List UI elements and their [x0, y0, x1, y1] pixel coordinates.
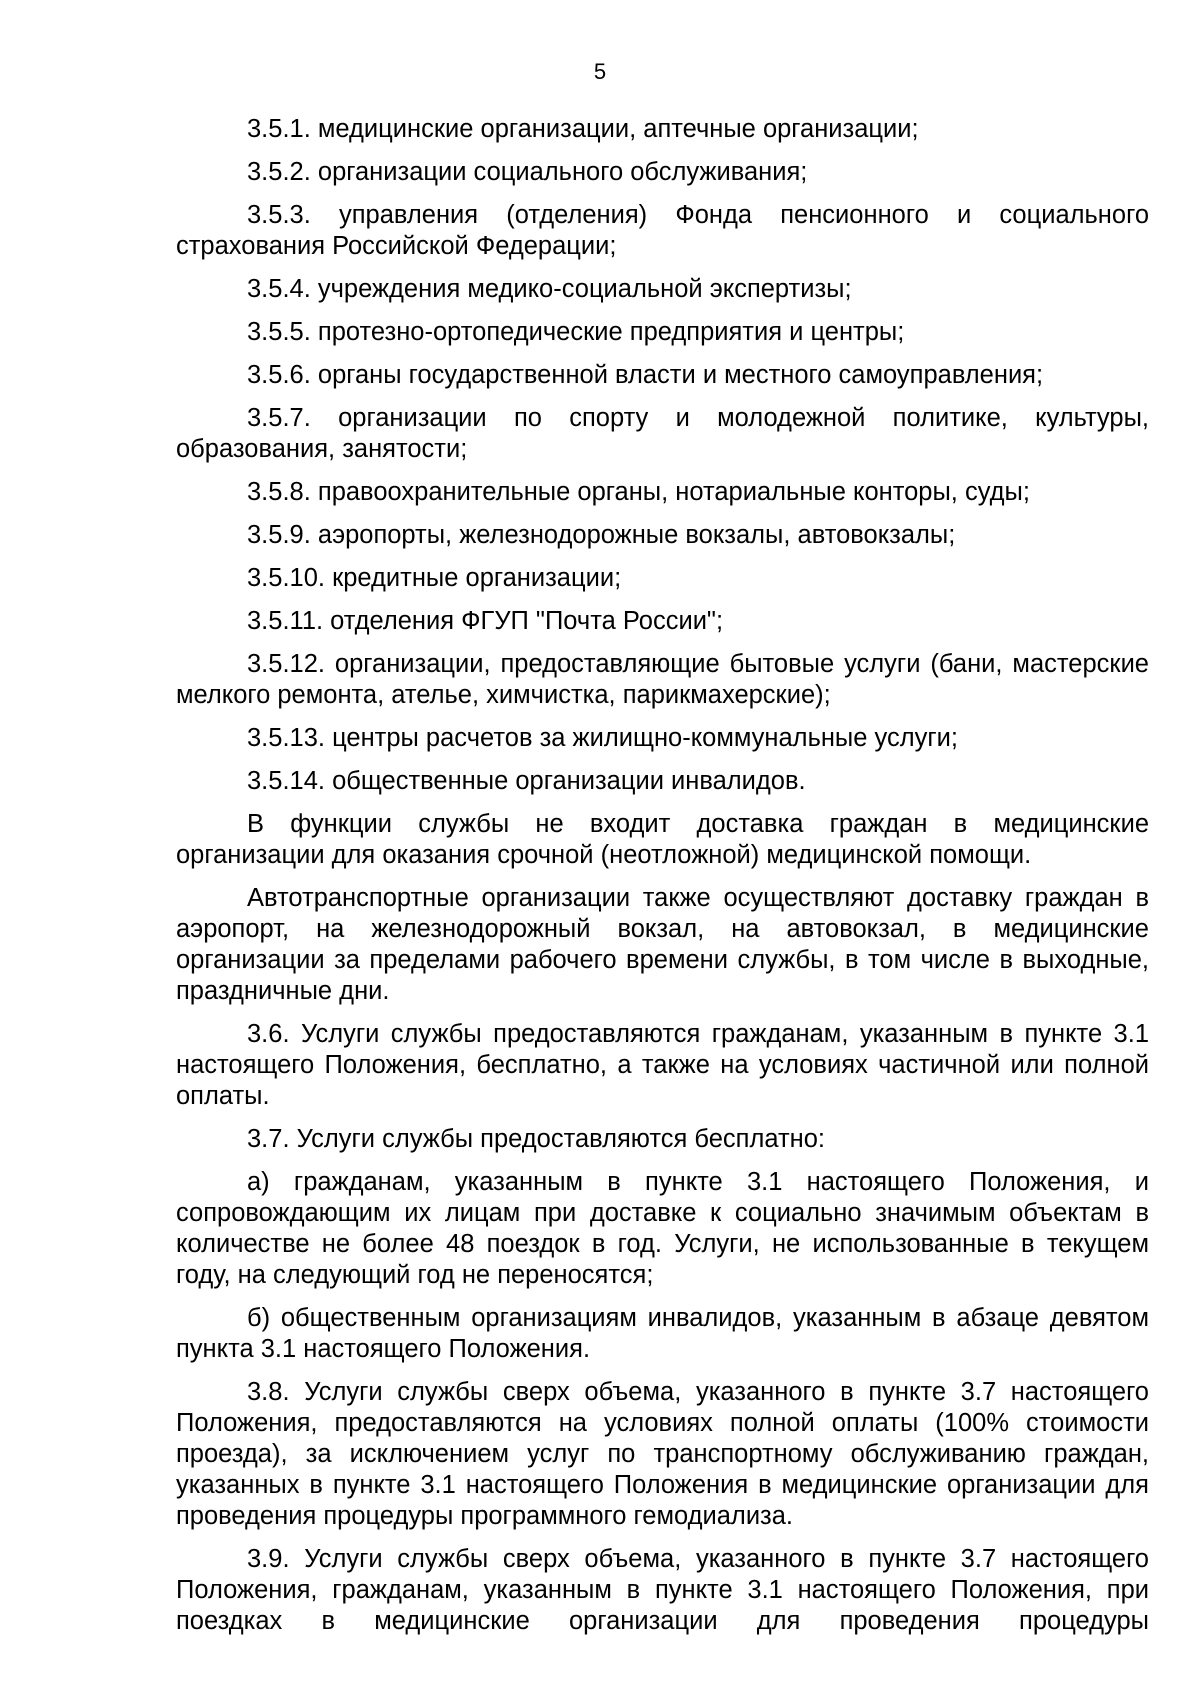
page-number: 5 — [593, 59, 607, 84]
paragraph-3-6: 3.6. Услуги службы предоставляются гражданам, указанным в пункте 3.1 настоящего Положения, бесплатно, а также на условиях частичной или полной оплаты. — [176, 1020, 1149, 1110]
paragraph-3-5-11: 3.5.11. отделения ФГУП "Почта России"; — [247, 607, 724, 635]
paragraph-3-5-8: 3.5.8. правоохранительные органы, нотариальные конторы, суды; — [247, 478, 1030, 506]
paragraph-3-7-a: а) гражданам, указанным в пункте 3.1 настоящего Положения, и сопровождающим их лицам при доставке к социально значимым объектам в количестве не более 48 поездок в год. Услуги, не использованные в текущем году, на следующий год не переносятся; — [176, 1168, 1149, 1289]
paragraph-3-9: 3.9. Услуги службы сверх объема, указанного в пункте 3.7 настоящего Положения, гражданам, указанным в пункте 3.1 настоящего Положения, при поездках в медицинские организации для проведения процедуры — [176, 1545, 1149, 1635]
paragraph-3-5-14: 3.5.14. общественные организации инвалидов. — [247, 767, 806, 795]
paragraph-exclusion: В функции службы не входит доставка граждан в медицинские организации для оказания срочной (неотложной) медицинской помощи. — [176, 810, 1149, 869]
paragraph-3-7: 3.7. Услуги службы предоставляются бесплатно: — [247, 1125, 825, 1153]
paragraph-3-5-2: 3.5.2. организации социального обслуживания; — [247, 158, 808, 186]
paragraph-3-5-12: 3.5.12. организации, предоставляющие бытовые услуги (бани, мастерские мелкого ремонта, ателье, химчистка, парикмахерские); — [176, 650, 1149, 709]
paragraph-3-5-10: 3.5.10. кредитные организации; — [247, 564, 622, 592]
paragraph-3-5-1: 3.5.1. медицинские организации, аптечные организации; — [247, 115, 919, 143]
paragraph-3-5-3: 3.5.3. управления (отделения) Фонда пенсионного и социального страхования Российской Федерации; — [176, 201, 1149, 260]
paragraph-3-5-5: 3.5.5. протезно-ортопедические предприятия и центры; — [247, 318, 905, 346]
paragraph-3-5-6: 3.5.6. органы государственной власти и местного самоуправления; — [247, 361, 1044, 389]
paragraph-3-7-b: б) общественным организациям инвалидов, указанным в абзаце девятом пункта 3.1 настоящего Положения. — [176, 1304, 1149, 1363]
paragraph-transport-organizations: Автотранспортные организации также осуществляют доставку граждан в аэропорт, на железнодорожный вокзал, на автовокзал, в медицинские организации за пределами рабочего времени службы, в том числе в выходные, праздничные дни. — [176, 884, 1149, 1005]
paragraph-3-8: 3.8. Услуги службы сверх объема, указанного в пункте 3.7 настоящего Положения, предоставляются на условиях полной оплаты (100% стоимости проезда), за исключением услуг по транспортному обслуживанию граждан, указанных в пункте 3.1 настоящего Положения в медицинские организации для проведения процедуры программного гемодиализа. — [176, 1378, 1149, 1530]
paragraph-3-5-13: 3.5.13. центры расчетов за жилищно-коммунальные услуги; — [247, 724, 958, 752]
paragraph-3-5-7: 3.5.7. организации по спорту и молодежной политике, культуры, образования, занятости; — [176, 404, 1149, 463]
paragraph-3-5-4: 3.5.4. учреждения медико-социальной экспертизы; — [247, 275, 852, 303]
document-body — [176, 114, 1149, 1649]
paragraph-3-5-9: 3.5.9. аэропорты, железнодорожные вокзалы, автовокзалы; — [247, 521, 956, 549]
